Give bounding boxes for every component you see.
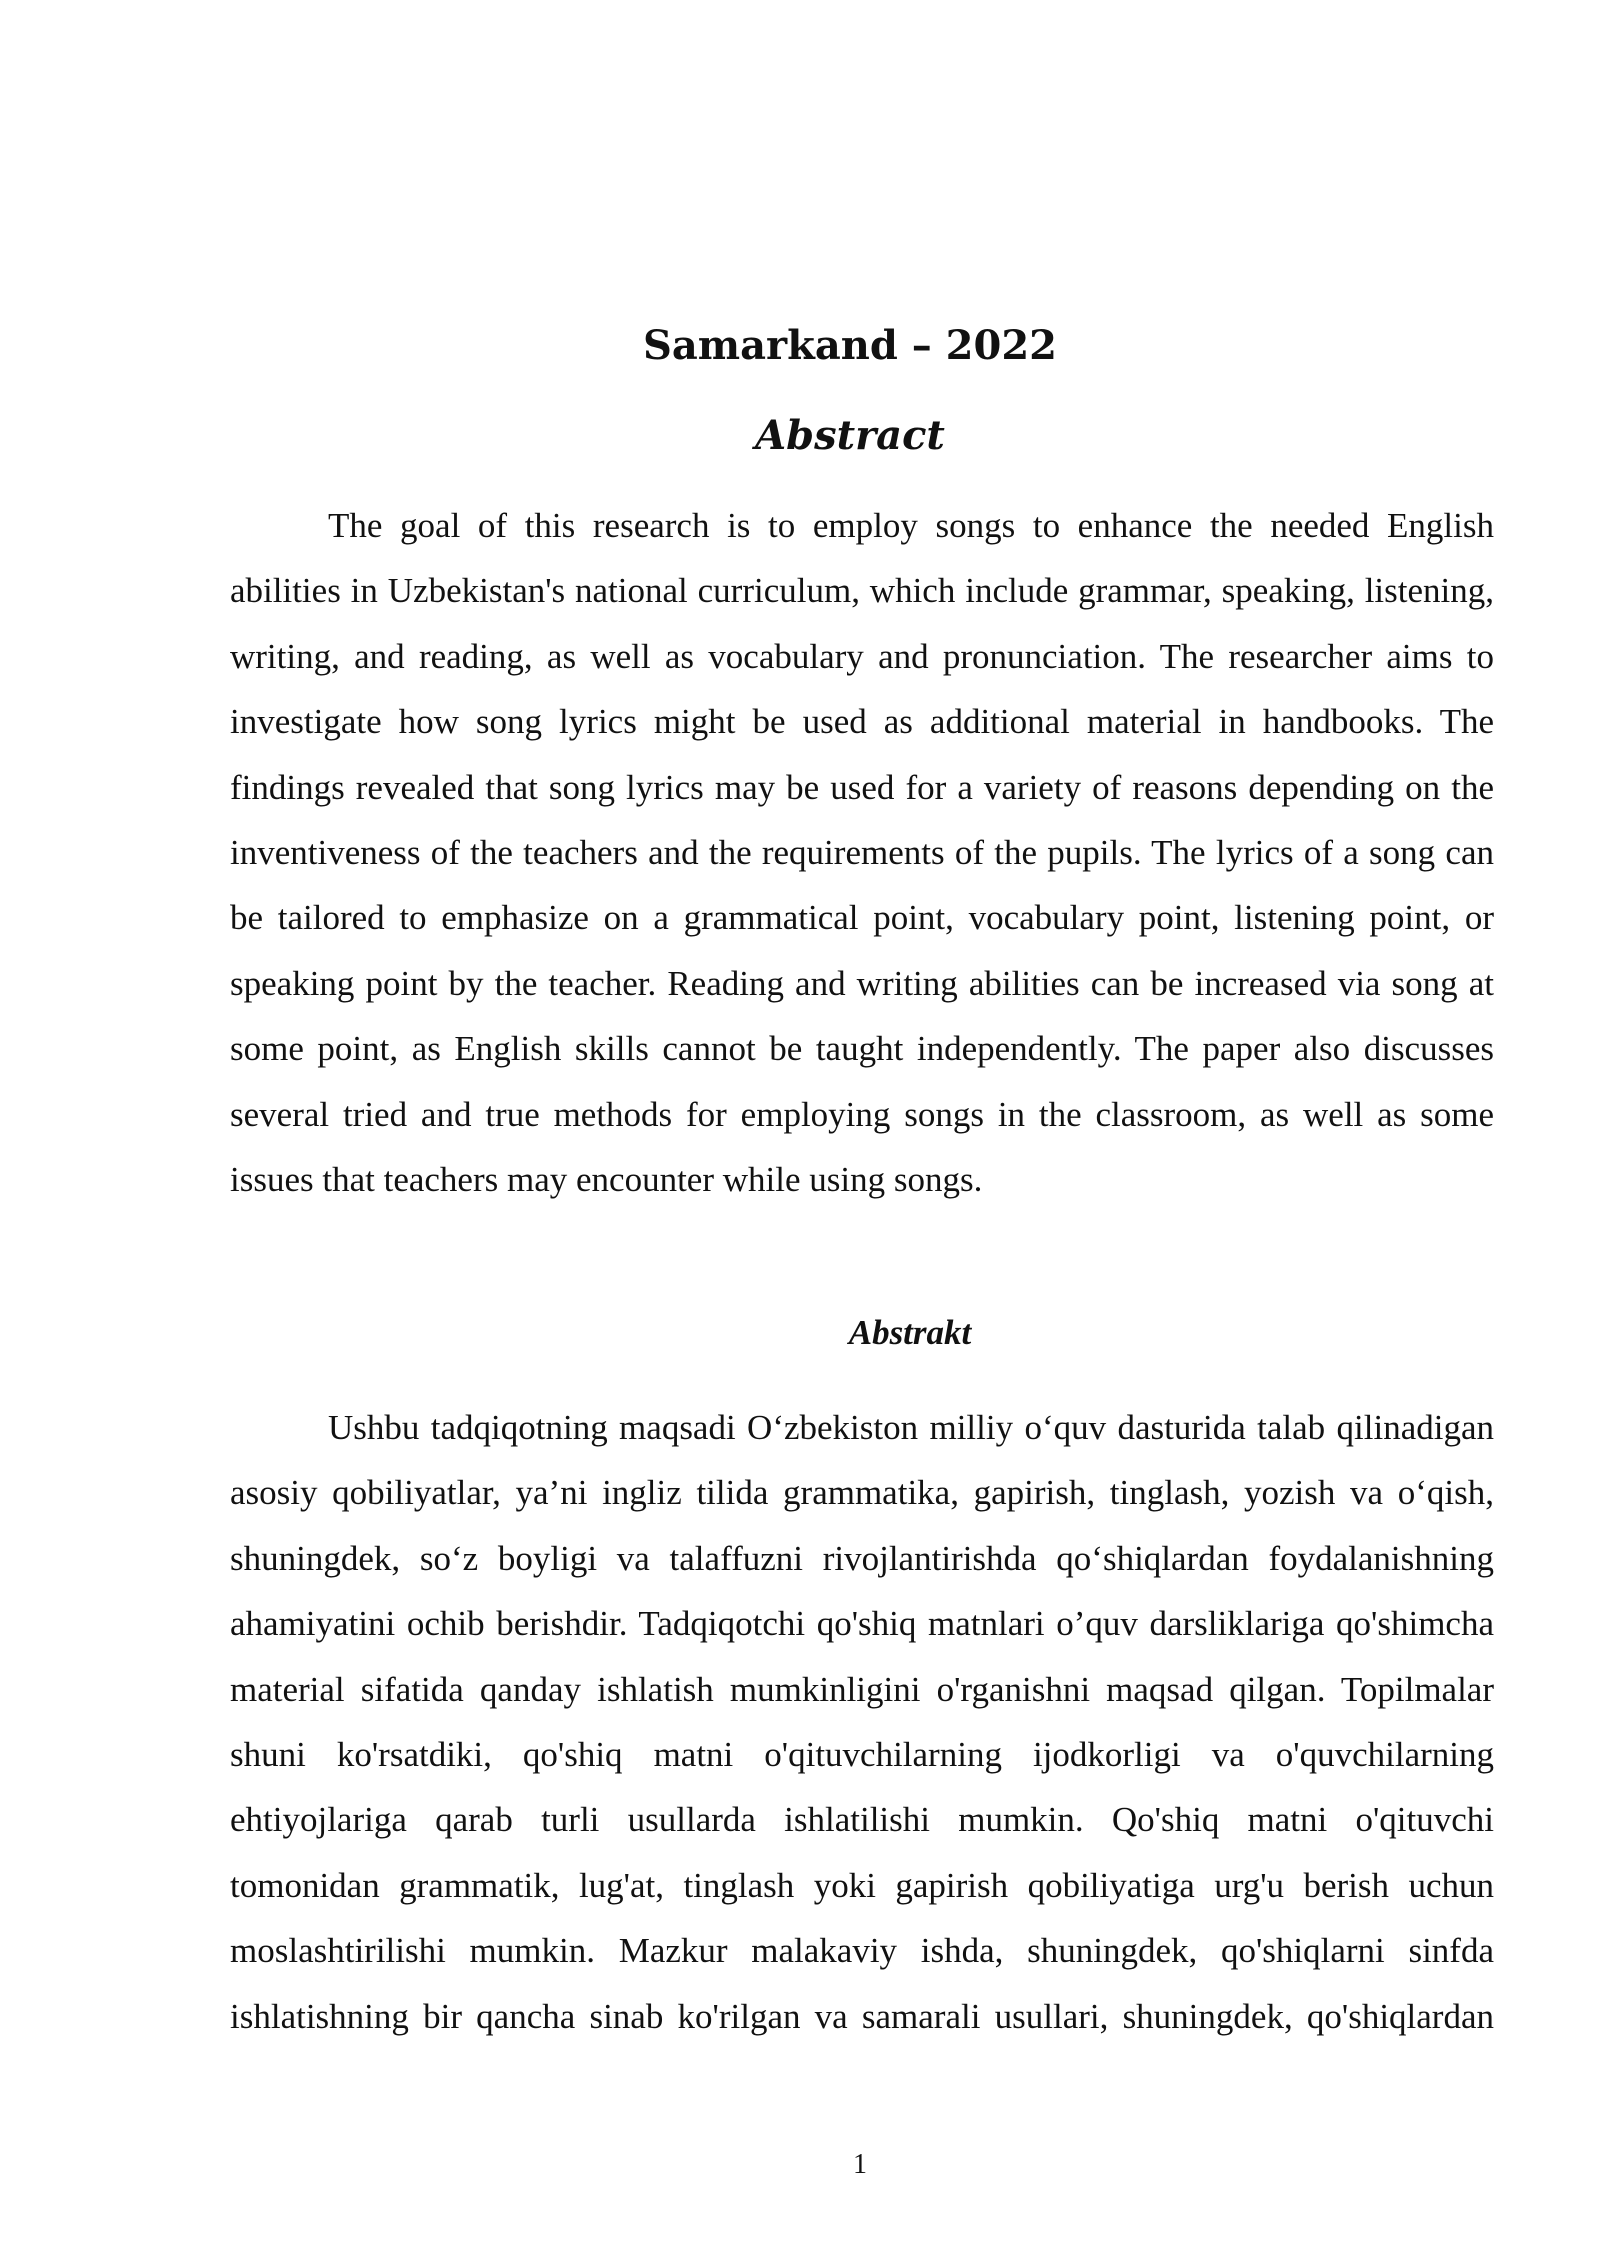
abstract-paragraph: The goal of this research is to employ songs to enhance the needed English abilities in Uzbekistan's national curriculum, which include grammar, speaking, listening, writing, and reading, as well as vocabulary and pronunciation. The researcher aims to investigate how song lyrics might be used as additional material in handbooks. The findings revealed that song lyrics may be used for a variety of reasons depending on the inventiveness of the teachers and the requirements of the pupils. The lyrics of a song can be tailored to emphasize on a grammatical point, vocabulary point, listening point, or speaking point by the teacher. Reading and writing abilities can be increased via song at some point, as English skills cannot be taught independently. The paper also discusses several tried and true methods for employing songs in the classroom, as well as some issues that teachers may encounter while using songs.: [230, 506, 1494, 1200]
abstract-heading: Abstract: [755, 412, 945, 459]
abstrakt-paragraph: Ushbu tadqiqotning maqsadi O‘zbekiston milliy o‘quv dasturida talab qilinadigan asosiy qobiliyatlar, ya’ni ingliz tilida grammatika, gapirish, tinglash, yozish va o‘qish, shuningdek, so‘z boyligi va talaffuzni rivojlantirishda qo‘shiqlardan foydalanishning ahamiyatini ochib berishdir. Tadqiqotchi qo'shiq matnlari o’quv darsliklariga qo'shimcha material sifatida qanday ishlatish mumkinligini o'rganishni maqsad qilgan. Topilmalar shuni ko'rsatdiki, qo'shiq matni o'qituvchilarning ijodkorligi va o'quvchilarning ehtiyojlariga qarab turli usullarda ishlatilishi mumkin. Qo'shiq matni o'qituvchi tomonidan grammatik, lug'at, tinglash yoki gapirish qobiliyatiga urg'u berish uchun moslashtirilishi mumkin. Mazkur malakaviy ishda, shuningdek, qo'shiqlarni sinfda ishlatishning bir qancha sinab ko'rilgan va samarali usullari, shuningdek, qo'shiqlardan: [230, 1408, 1494, 2036]
place-year-heading: Samarkand – 2022: [643, 322, 1057, 369]
page-number: 1: [853, 2149, 867, 2180]
abstrakt-heading: Abstrakt: [848, 1313, 972, 1352]
